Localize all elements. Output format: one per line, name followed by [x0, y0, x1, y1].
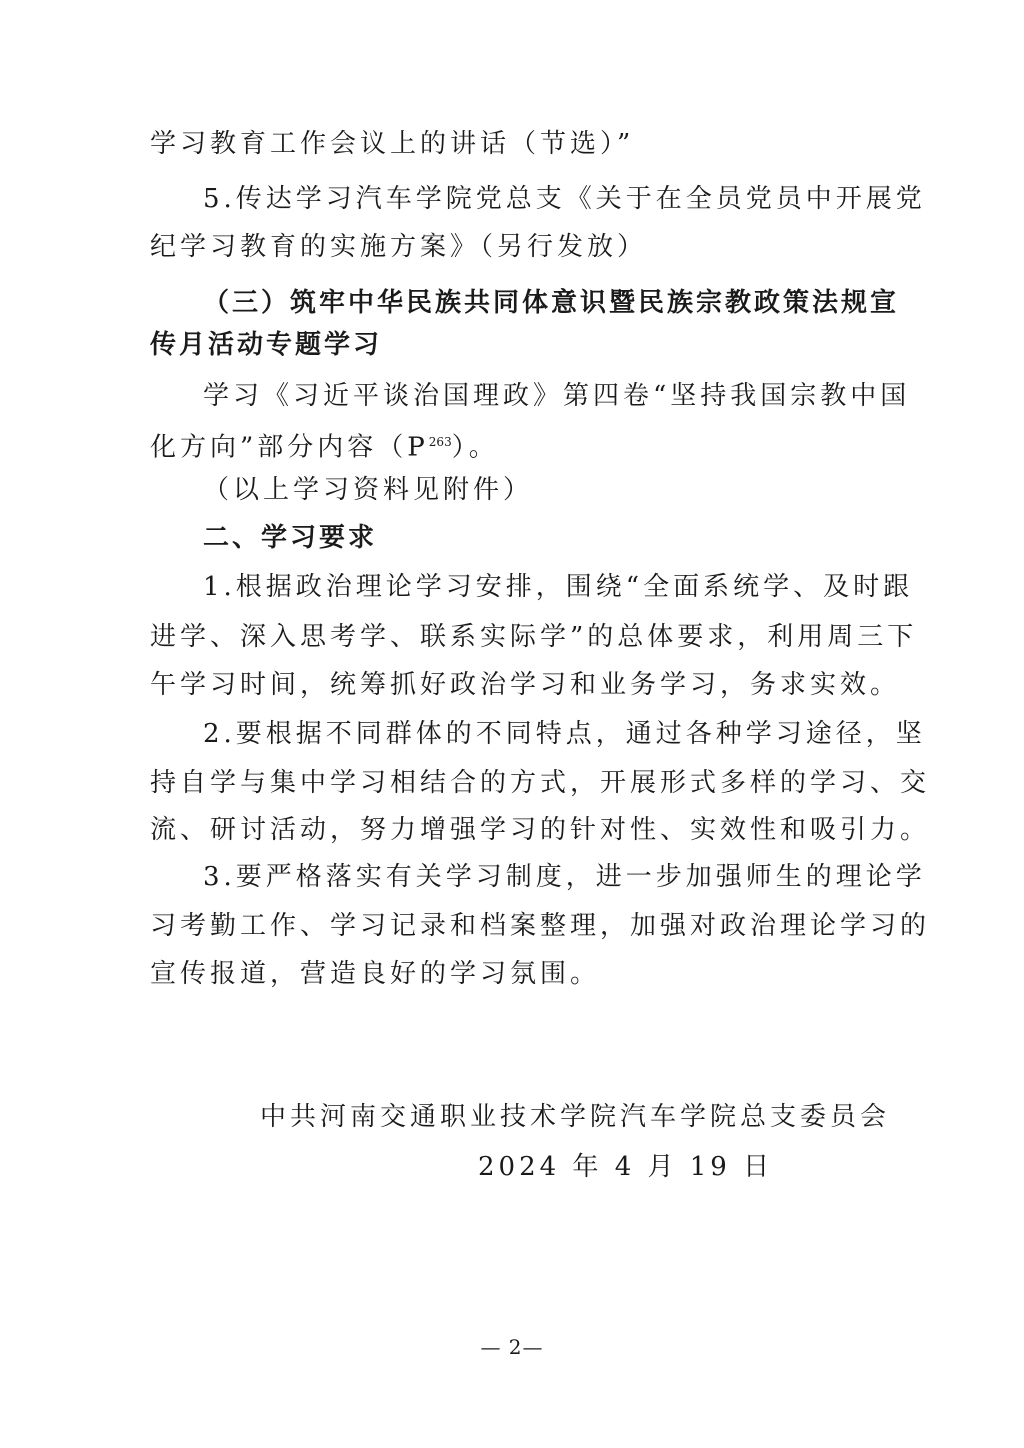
text-line: 纪学习教育的实施方案》（另行发放） — [150, 232, 648, 262]
signature-organization: 中共河南交通职业技术学院汽车学院总支委员会 — [260, 1102, 891, 1132]
text-fragment: 化方向”部分内容（P — [150, 432, 429, 463]
text-line: 持自学与集中学习相结合的方式，开展形式多样的学习、交 — [150, 768, 931, 798]
text-line: 宣传报道，营造良好的学习氛围。 — [150, 959, 601, 989]
text-line: 习考勤工作、学习记录和档案整理，加强对政治理论学习的 — [150, 911, 931, 941]
superscript: 263 — [428, 435, 452, 449]
page-number: — 2— — [480, 1335, 544, 1359]
text-line — [150, 425, 870, 465]
text-fragment: ）。 — [451, 432, 499, 463]
text-line: 5.传达学习汽车学院党总支《关于在全员党员中开展党 — [203, 184, 926, 214]
section-heading: 传月活动专题学习 — [150, 330, 383, 360]
section-heading: 二、学习要求 — [203, 523, 378, 553]
signature-date: 2024 年 4 月 19 日 — [478, 1152, 774, 1182]
text-line: 学习《习近平谈治国理政》第四卷“坚持我国宗教中国 — [203, 381, 911, 411]
text-line: 学习教育工作会议上的讲话（节选）” — [150, 129, 635, 159]
text-line: 进学、深入思考学、联系实际学”的总体要求，利用周三下 — [150, 622, 918, 652]
text-line: （以上学习资料见附件） — [203, 475, 534, 505]
text-line: 1.根据政治理论学习安排，围绕“全面系统学、及时跟 — [203, 572, 914, 602]
text-line: 午学习时间，统筹抓好政治学习和业务学习，务求实效。 — [150, 670, 901, 700]
text-line: 流、研讨活动，努力增强学习的针对性、实效性和吸引力。 — [150, 815, 931, 845]
section-heading: （三）筑牢中华民族共同体意识暨民族宗教政策法规宣 — [203, 288, 900, 318]
text-line: 2.要根据不同群体的不同特点，通过各种学习途径，坚 — [203, 719, 926, 749]
text-line: 3.要严格落实有关学习制度，进一步加强师生的理论学 — [203, 862, 926, 892]
